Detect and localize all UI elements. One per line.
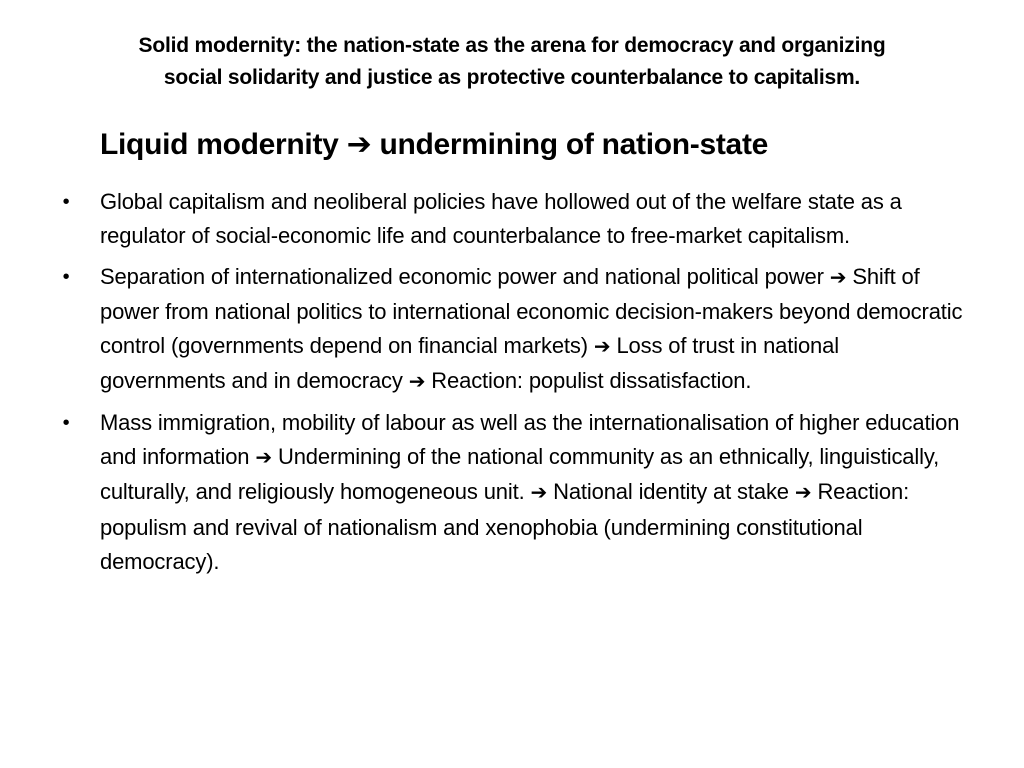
bullet-2-text-2: Shift of power from national politics to international economic decision-makers beyond democratic control (governments depend on financial markets) xyxy=(100,263,963,359)
bullet-item-3 xyxy=(58,406,968,579)
bullet-item-1 xyxy=(58,185,968,254)
right-arrow-icon: ➔ xyxy=(829,266,847,289)
bullet-3-text-2: Undermining of the national community as an ethnically, linguistically, culturally, and religiously homogeneous unit. xyxy=(100,444,940,505)
right-arrow-icon: ➔ xyxy=(408,371,426,394)
bullet-2-text-4: Reaction: populist dissatisfaction. xyxy=(431,368,752,394)
bullet-icon: • xyxy=(62,411,70,434)
bullet-2-text-3: Loss of trust in national governments and in democracy xyxy=(100,333,839,394)
bullet-3-text-3: National identity at stake xyxy=(553,479,789,505)
heading-right-text: undermining of nation-state xyxy=(379,128,769,161)
right-arrow-icon: ➔ xyxy=(794,482,812,505)
intro-line-2: social solidarity and justice as protective counterbalance to capitalism. xyxy=(163,66,861,89)
heading-left-text: Liquid modernity xyxy=(100,128,339,161)
intro-line-1: Solid modernity: the nation-state as the arena for democracy and organizing xyxy=(138,34,886,57)
right-arrow-icon: ➔ xyxy=(346,128,372,161)
bullet-3-text-4: Reaction: populism and revival of nationalism and xenophobia (undermining constitutional democracy). xyxy=(100,479,910,574)
bullet-3-text-1: Mass immigration, mobility of labour as well as the internationalisation of higher education and information xyxy=(100,409,960,470)
bullet-icon: • xyxy=(62,265,70,288)
right-arrow-icon: ➔ xyxy=(593,336,611,359)
bullet-list xyxy=(58,185,968,585)
right-arrow-icon: ➔ xyxy=(530,482,548,505)
slide-heading xyxy=(100,125,980,165)
right-arrow-icon: ➔ xyxy=(255,447,272,470)
intro-text xyxy=(40,30,984,94)
bullet-1-text: Global capitalism and neoliberal policies have hollowed out of the welfare state as a regulator of social-economic life and counterbalance to free-market capitalism. xyxy=(100,189,902,249)
bullet-icon: • xyxy=(62,191,70,213)
bullet-2-text-1: Separation of internationalized economic power and national political power xyxy=(100,263,824,289)
bullet-item-2 xyxy=(58,260,968,400)
